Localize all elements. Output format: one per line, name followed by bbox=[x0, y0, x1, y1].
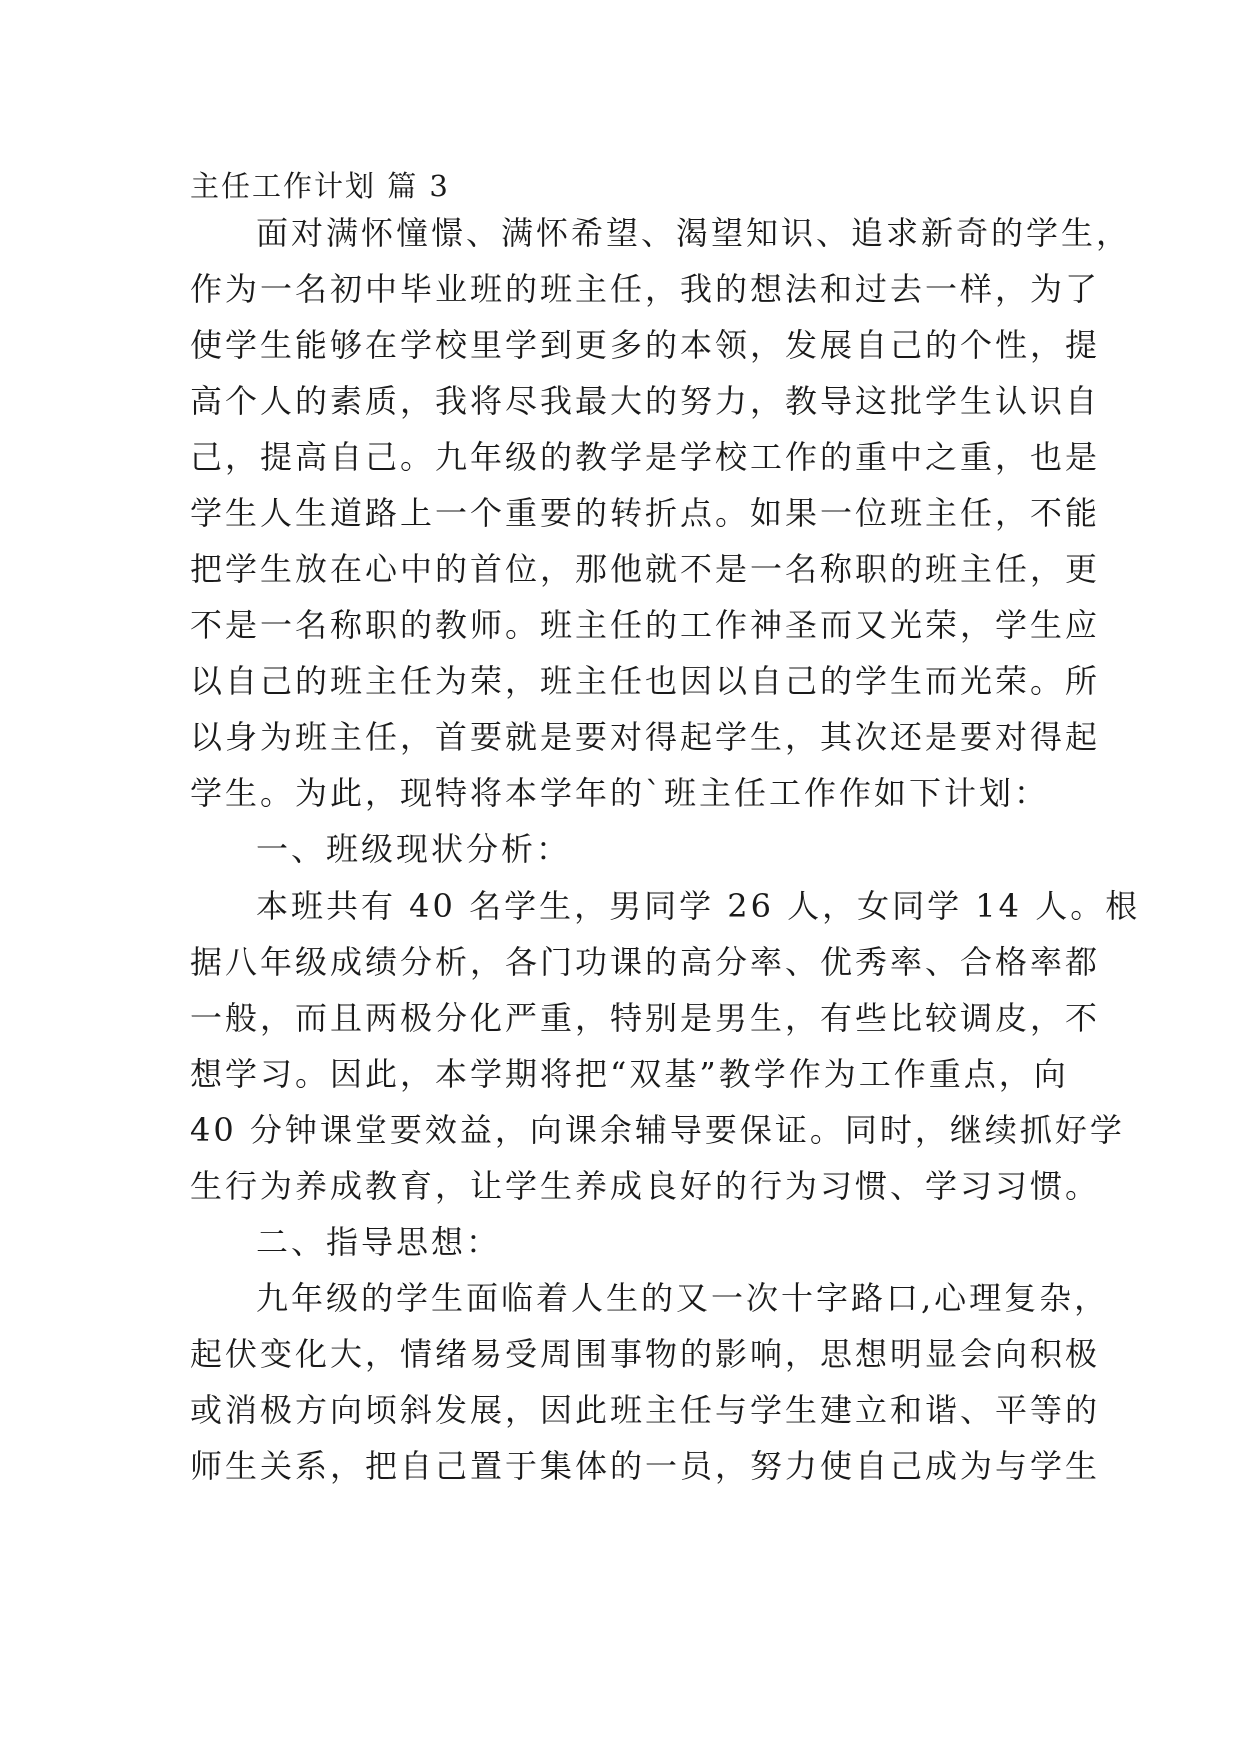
paragraph-line: 生行为养成教育，让学生养成良好的行为习惯、学习习惯。 bbox=[190, 1167, 1101, 1205]
paragraph-line: 师生关系，把自己置于集体的一员，努力使自己成为与学生 bbox=[190, 1447, 1101, 1485]
paragraph-line: 己，提高自己。九年级的教学是学校工作的重中之重，也是 bbox=[190, 438, 1101, 476]
paragraph-line: 把学生放在心中的首位，那他就不是一名称职的班主任，更 bbox=[190, 550, 1101, 588]
paragraph-line: 本班共有 40 名学生，男同学 26 人，女同学 14 人。根 bbox=[256, 887, 1141, 925]
paragraph-line: 或消极方向顷斜发展，因此班主任与学生建立和谐、平等的 bbox=[190, 1391, 1101, 1429]
paragraph-line: 据八年级成绩分析，各门功课的高分率、优秀率、合格率都 bbox=[190, 943, 1101, 981]
paragraph-line: 作为一名初中毕业班的班主任，我的想法和过去一样，为了 bbox=[190, 270, 1101, 308]
paragraph-line: 以身为班主任，首要就是要对得起学生，其次还是要对得起 bbox=[190, 718, 1101, 756]
paragraph-line: 不是一名称职的教师。班主任的工作神圣而又光荣，学生应 bbox=[190, 606, 1101, 644]
paragraph-line: 九年级的学生面临着人生的又一次十字路口,心理复杂， bbox=[256, 1279, 1110, 1317]
section-heading: 二、指导思想： bbox=[256, 1223, 502, 1261]
paragraph-line: 学生人生道路上一个重要的转折点。如果一位班主任，不能 bbox=[190, 494, 1101, 532]
paragraph-line: 一般，而且两极分化严重，特别是男生，有些比较调皮，不 bbox=[190, 999, 1101, 1037]
paragraph-line: 起伏变化大，情绪易受周围事物的影响，思想明显会向积极 bbox=[190, 1335, 1101, 1373]
paragraph-line: 想学习。因此，本学期将把“双基”教学作为工作重点，向 bbox=[190, 1055, 1069, 1093]
paragraph-line: 40 分钟课堂要效益，向课余辅导要保证。同时，继续抓好学 bbox=[190, 1111, 1125, 1149]
section-heading: 一、班级现状分析： bbox=[256, 830, 572, 868]
document-title: 主任工作计划 篇 3 bbox=[190, 169, 450, 203]
paragraph-line: 高个人的素质，我将尽我最大的努力，教导这批学生认识自 bbox=[190, 382, 1101, 420]
paragraph-line: 使学生能够在学校里学到更多的本领，发展自己的个性，提 bbox=[190, 326, 1101, 364]
paragraph-line: 以自己的班主任为荣，班主任也因以自己的学生而光荣。所 bbox=[190, 662, 1101, 700]
paragraph-line: 面对满怀憧憬、满怀希望、渴望知识、追求新奇的学生， bbox=[256, 214, 1132, 252]
paragraph-line: 学生。为此，现特将本学年的`班主任工作作如下计划： bbox=[190, 774, 1050, 812]
